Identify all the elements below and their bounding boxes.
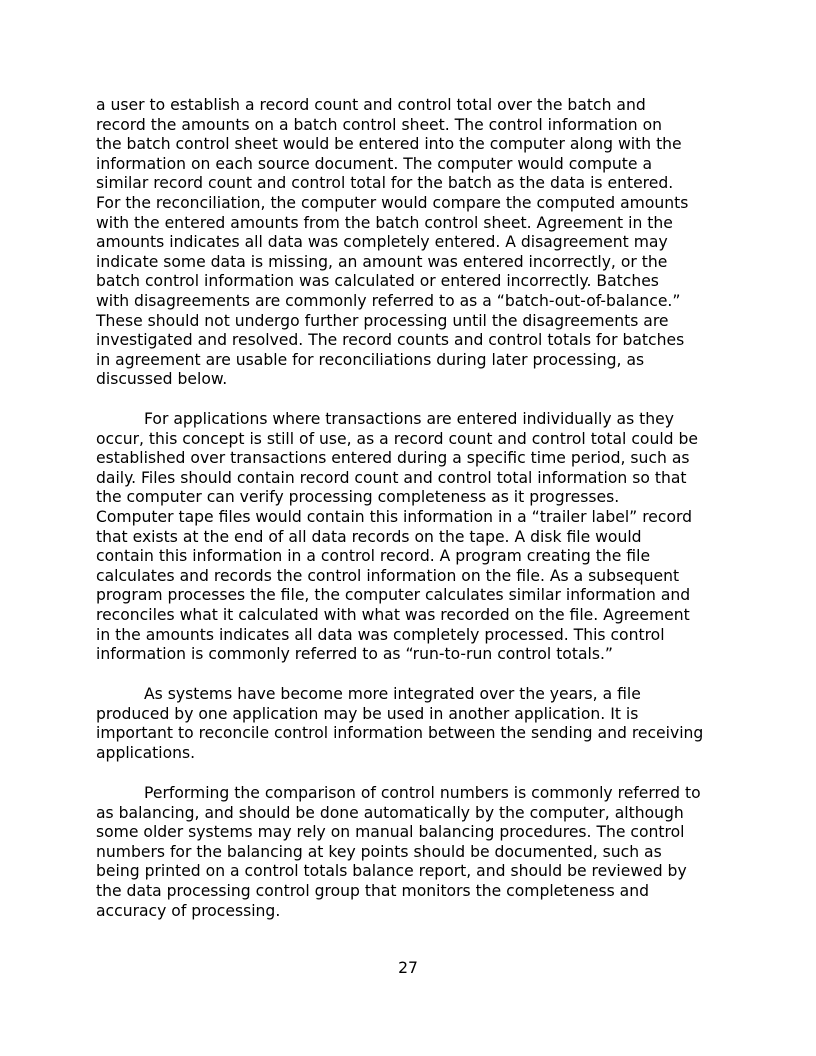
paragraph-3 bbox=[96, 685, 703, 763]
text-line: As systems have become more integrated over the years, a file bbox=[144, 685, 641, 703]
text-line: with disagreements are commonly referred to as a “batch-out-of-balance.” bbox=[96, 291, 681, 310]
text-line: information on each source document. The computer would compute a bbox=[96, 154, 653, 173]
text-line: the computer can verify processing completeness as it progresses. bbox=[96, 488, 620, 507]
text-line: program processes the file, the computer calculates similar information and bbox=[96, 586, 691, 605]
text-line: the data processing control group that monitors the completeness and bbox=[96, 881, 649, 900]
text-line: numbers for the balancing at key points should be documented, such as bbox=[96, 842, 662, 861]
text-line: record the amounts on a batch control sheet. The control information on bbox=[96, 115, 663, 134]
text-line: amounts indicates all data was completely entered. A disagreement may bbox=[96, 233, 668, 252]
text-line: that exists at the end of all data records on the tape. A disk file would bbox=[96, 527, 642, 546]
text-line: a user to establish a record count and control total over the batch and bbox=[96, 96, 646, 114]
text-line: the batch control sheet would be entered into the computer along with the bbox=[96, 135, 682, 154]
text-line: calculates and records the control information on the file. As a subsequent bbox=[96, 566, 680, 585]
text-line: daily. Files should contain record count and control total information so that bbox=[96, 468, 687, 487]
text-line: in the amounts indicates all data was completely processed. This control bbox=[96, 625, 665, 644]
page-number: 27 bbox=[398, 959, 418, 977]
text-line: For applications where transactions are entered individually as they bbox=[144, 410, 674, 428]
text-line: applications. bbox=[96, 743, 196, 762]
text-line: contain this information in a control record. A program creating the file bbox=[96, 547, 651, 566]
text-line: produced by one application may be used in another application. It is bbox=[96, 704, 639, 723]
text-line: Computer tape files would contain this information in a “trailer label” record bbox=[96, 507, 693, 526]
text-line: Performing the comparison of control numbers is commonly referred to bbox=[144, 784, 701, 802]
text-line: occur, this concept is still of use, as a record count and control total could be bbox=[96, 429, 699, 448]
text-line: batch control information was calculated or entered incorrectly. Batches bbox=[96, 272, 659, 291]
text-line: as balancing, and should be done automatically by the computer, although bbox=[96, 803, 684, 822]
text-line: some older systems may rely on manual balancing procedures. The control bbox=[96, 823, 685, 842]
text-line: For the reconciliation, the computer would compare the computed amounts bbox=[96, 193, 689, 212]
text-line: in agreement are usable for reconciliations during later processing, as bbox=[96, 350, 645, 369]
paragraph-1 bbox=[96, 96, 688, 390]
text-line: indicate some data is missing, an amount was entered incorrectly, or the bbox=[96, 252, 668, 271]
text-line: established over transactions entered during a specific time period, such as bbox=[96, 449, 690, 468]
paragraph-2 bbox=[96, 410, 698, 665]
text-line: reconciles what it calculated with what was recorded on the file. Agreement bbox=[96, 605, 690, 624]
text-line: information is commonly referred to as “run-to-run control totals.” bbox=[96, 645, 614, 664]
text-line: with the entered amounts from the batch control sheet. Agreement in the bbox=[96, 213, 673, 232]
text-line: important to reconcile control information between the sending and receiving bbox=[96, 724, 704, 743]
paragraph-4 bbox=[96, 784, 701, 921]
text-line: discussed below. bbox=[96, 370, 228, 389]
text-line: investigated and resolved. The record counts and control totals for batches bbox=[96, 331, 685, 350]
text-line: These should not undergo further processing until the disagreements are bbox=[96, 311, 669, 330]
text-line: similar record count and control total for the batch as the data is entered. bbox=[96, 174, 674, 193]
text-line: accuracy of processing. bbox=[96, 901, 281, 920]
text-line: being printed on a control totals balance report, and should be reviewed by bbox=[96, 862, 687, 881]
